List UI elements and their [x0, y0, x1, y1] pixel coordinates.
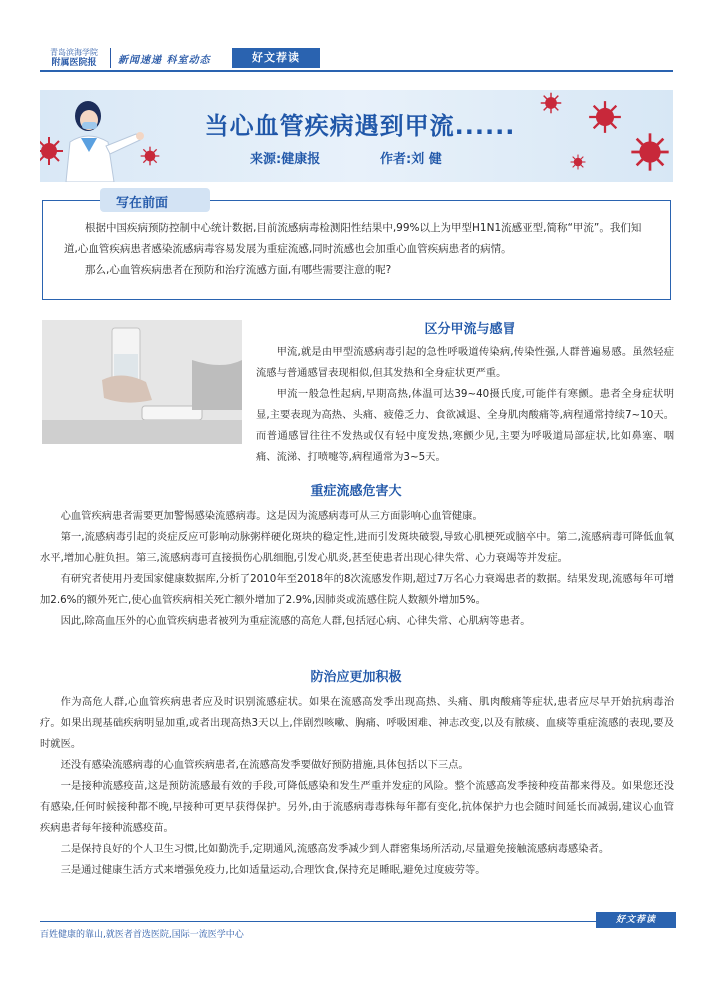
preface-text [64, 218, 654, 281]
preface-title: 写在前面 [116, 196, 169, 211]
virus-icon [570, 154, 586, 170]
hand-with-glass-image [42, 320, 242, 444]
header-column-tag: 好文荐读 [232, 48, 320, 68]
footer-slogan: 百姓健康的靠山,就医者首选医院,国际一流医学中心 [40, 930, 244, 940]
title-banner [40, 90, 673, 182]
footer-rule [40, 921, 600, 922]
header-divider [110, 48, 111, 68]
paragraph: 作为高危人群,心血管疾病患者应及时识别流感症状。如果在流感高发季出现高热、头痛、肌肉酸痛等症状,患者应尽早开始抗病毒治疗。如果出现基础疾病明显加重,或者出现高热3天以上,伴剧烈咳嗽、胸痛、呼吸困难、神志改变,以及有脓痰、血痰等重症流感的表现,要及时就医。 [40, 696, 674, 750]
header-rule [40, 70, 673, 72]
section-title: 区分甲流与感冒 [424, 322, 516, 337]
paragraph: 甲流一般急性起病,早期高热,体温可达39~40摄氏度,可能伴有寒颤。患者全身症状明显,主要表现为高热、头痛、疲倦乏力、食欲减退、全身肌肉酸痛等,病程通常持续7~10天。而普通感冒往往不发热或仅有轻中度发热,寒颤少见,主要为呼吸道局部症状,比如鼻塞、咽痛、流涕、打喷嚏等,病程通常为3~5天。 [256, 388, 674, 463]
virus-icon [588, 100, 622, 134]
article-photo [42, 320, 242, 444]
article-title: 当心血管疾病遇到甲流...... [204, 112, 516, 140]
paragraph: 一是接种流感疫苗,这是预防流感最有效的手段,可降低感染和发生严重并发症的风险。整个流感高发季接种疫苗都来得及。如果您还没有感染,任何时候接种都不晚,早接种可更早获得保护。另外,由于流感病毒毒株每年都有变化,抗体保护力也会随时间延长而减弱,建议心血管疾病患者每年接种流感疫苗。 [40, 780, 674, 834]
header-section-label: 新闻速递 科室动态 [118, 55, 211, 66]
footer-column-tag: 好文荐读 [596, 912, 676, 928]
section3-body [40, 692, 674, 881]
virus-icon [540, 92, 562, 114]
virus-icon [140, 146, 160, 166]
virus-icon [630, 132, 670, 172]
page-header [40, 46, 680, 70]
paragraph: 甲流,就是由甲型流感病毒引起的急性呼吸道传染病,传染性强,人群普遍易感。虽然轻症流感与普通感冒表现相似,但其发热和全身症状更严重。 [256, 346, 674, 379]
doctor-illustration [48, 94, 158, 182]
brand-logo [50, 47, 98, 69]
virus-icon [40, 136, 64, 166]
section1-body [256, 342, 674, 468]
paragraph: 心血管疾病患者需要更加警惕感染流感病毒。这是因为流感病毒可从三方面影响心血管健康。 [60, 510, 483, 522]
preface-paragraph: 那么,心血管疾病患者在预防和治疗流感方面,有哪些需要注意的呢? [85, 264, 392, 276]
section2-body [40, 506, 674, 632]
preface-paragraph: 根据中国疾病预防控制中心统计数据,目前流感病毒检测阳性结果中,99%以上为甲型H1N1流感亚型,简称“甲流”。我们知道,心血管疾病患者感染流感病毒容易发展为重症流感,同时流感也会加重心血管疾病患者的病情。 [64, 222, 642, 255]
brand-line1: 青岛滨海学院 [50, 48, 98, 57]
paragraph: 三是通过健康生活方式来增强免疫力,比如适量运动,合理饮食,保持充足睡眠,避免过度疲劳等。 [60, 864, 486, 876]
paragraph: 有研究者使用丹麦国家健康数据库,分析了2010年至2018年的8次流感发作期,超过7万名心力衰竭患者的数据。结果发现,流感每年可增加2.6%的额外死亡,使心血管疾病相关死亡额外增加了2.9%,因肺炎或流感住院人数额外增加5%。 [40, 573, 674, 606]
brand-line2: 附属医院报 [51, 58, 97, 68]
article-author: 作者:刘 健 [380, 152, 442, 167]
paragraph: 第一,流感病毒引起的炎症反应可影响动脉粥样硬化斑块的稳定性,进而引发斑块破裂,导致心肌梗死或脑卒中。第二,流感病毒可降低血氧水平,增加心脏负担。第三,流感病毒可直接损伤心肌细胞,引发心肌炎,甚至使患者出现心律失常、心力衰竭等并发症。 [40, 531, 674, 564]
article-source: 来源:健康报 [250, 152, 321, 167]
section-title: 防治应更加积极 [310, 670, 402, 685]
paragraph: 还没有感染流感病毒的心血管疾病患者,在流感高发季要做好预防措施,具体包括以下三点。 [60, 759, 469, 771]
section-title: 重症流感危害大 [310, 484, 402, 499]
paragraph: 二是保持良好的个人卫生习惯,比如勤洗手,定期通风,流感高发季减少到人群密集场所活动,尽量避免接触流感病毒感染者。 [60, 843, 610, 855]
paragraph: 因此,除高血压外的心血管疾病患者被列为重症流感的高危人群,包括冠心病、心律失常、心肌病等患者。 [60, 615, 531, 627]
